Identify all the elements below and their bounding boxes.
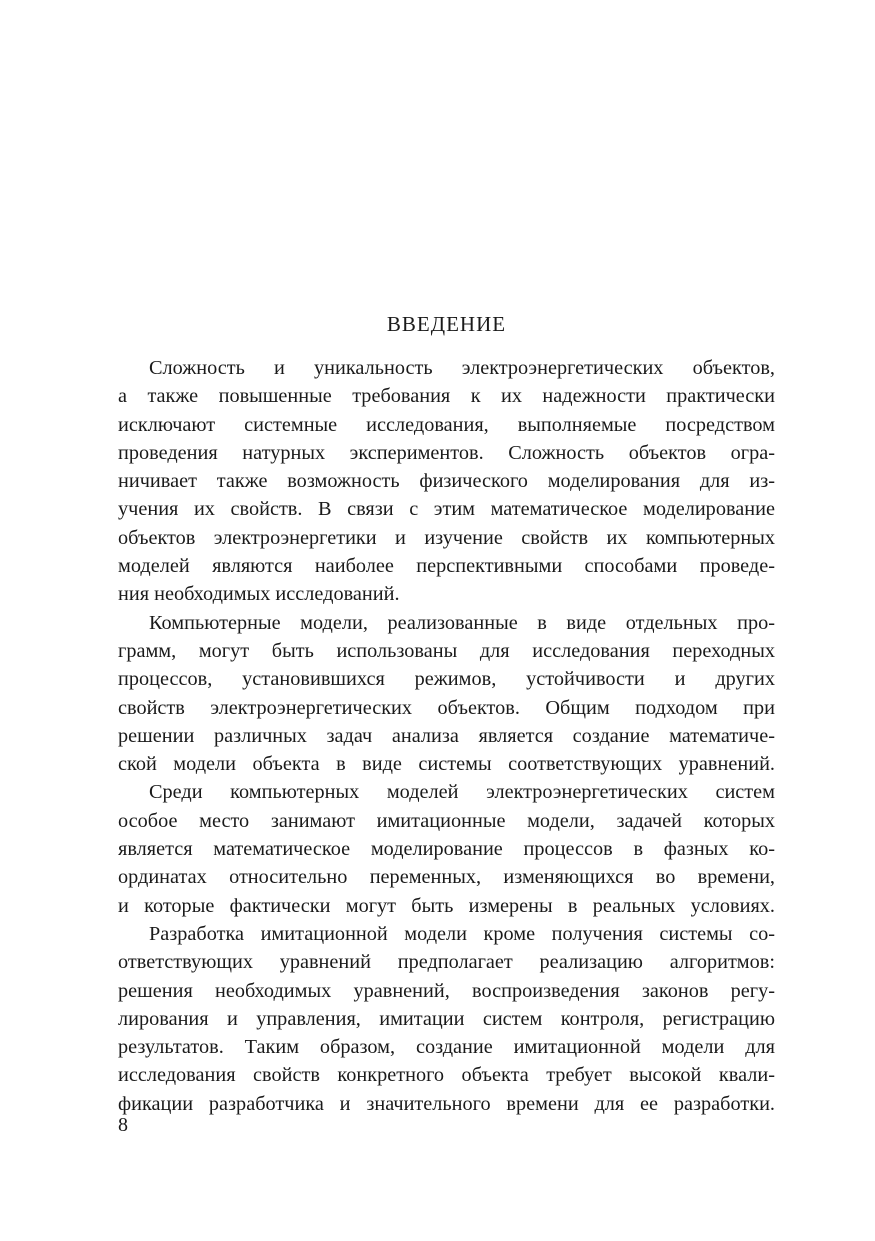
text-line: лирования и управления, имитации систем контроля, регистрацию: [118, 1007, 775, 1030]
section-title: ВВЕДЕНИЕ: [386, 312, 507, 336]
text-line: грамм, могут быть использованы для исследования переходных: [118, 639, 775, 662]
text-line: моделей являются наиболее перспективными способами проведе-: [118, 555, 775, 578]
body-text: [118, 354, 775, 1118]
paragraph-1: [118, 354, 775, 609]
text-line: свойств электроэнергетических объектов. Общим подходом при: [118, 696, 775, 719]
text-line: результатов. Таким образом, создание имитационной модели для: [118, 1036, 775, 1059]
text-line: исключают системные исследования, выполняемые посредством: [118, 413, 775, 436]
text-line: объектов электроэнергетики и изучение свойств их компьютерных: [118, 526, 775, 549]
text-line: особое место занимают имитационные модели, задачей которых: [118, 809, 775, 832]
text-line: ординатах относительно переменных, изменяющихся во времени,: [118, 866, 775, 889]
text-line: ответствующих уравнений предполагает реализацию алгоритмов:: [118, 951, 775, 974]
text-line: Среди компьютерных моделей электроэнергетических систем: [149, 781, 775, 804]
text-line: и которые фактически могут быть измерены в реальных условиях.: [118, 894, 775, 917]
paragraph-2: [118, 609, 775, 779]
text-line: фикации разработчика и значительного времени для ее разработки.: [118, 1092, 775, 1115]
text-line: ния необходимых исследований.: [118, 583, 400, 606]
text-line: решении различных задач анализа является создание математиче-: [118, 724, 775, 747]
text-line: учения их свойств. В связи с этим математическое моделирование: [118, 498, 775, 521]
text-line: ничивает также возможность физического моделирования для из-: [118, 470, 775, 493]
paragraph-3: [118, 778, 775, 919]
text-line: а также повышенные требования к их надежности практически: [118, 385, 775, 408]
text-line: является математическое моделирование процессов в фазных ко-: [118, 838, 775, 861]
text-line: ской модели объекта в виде системы соответствующих уравнений.: [118, 753, 775, 776]
page-number: 8: [118, 1114, 128, 1136]
text-line: решения необходимых уравнений, воспроизведения законов регу-: [118, 979, 775, 1002]
document-page: [118, 0, 775, 1241]
text-line: исследования свойств конкретного объекта требует высокой квали-: [118, 1064, 775, 1087]
text-line: Разработка имитационной модели кроме получения системы со-: [149, 922, 775, 945]
text-line: проведения натурных экспериментов. Сложность объектов огра-: [118, 441, 775, 464]
text-line: Компьютерные модели, реализованные в виде отдельных про-: [149, 611, 775, 634]
text-line: процессов, установившихся режимов, устойчивости и других: [118, 668, 775, 691]
paragraph-4: [118, 920, 775, 1118]
text-line: Сложность и уникальность электроэнергетических объектов,: [149, 357, 775, 379]
